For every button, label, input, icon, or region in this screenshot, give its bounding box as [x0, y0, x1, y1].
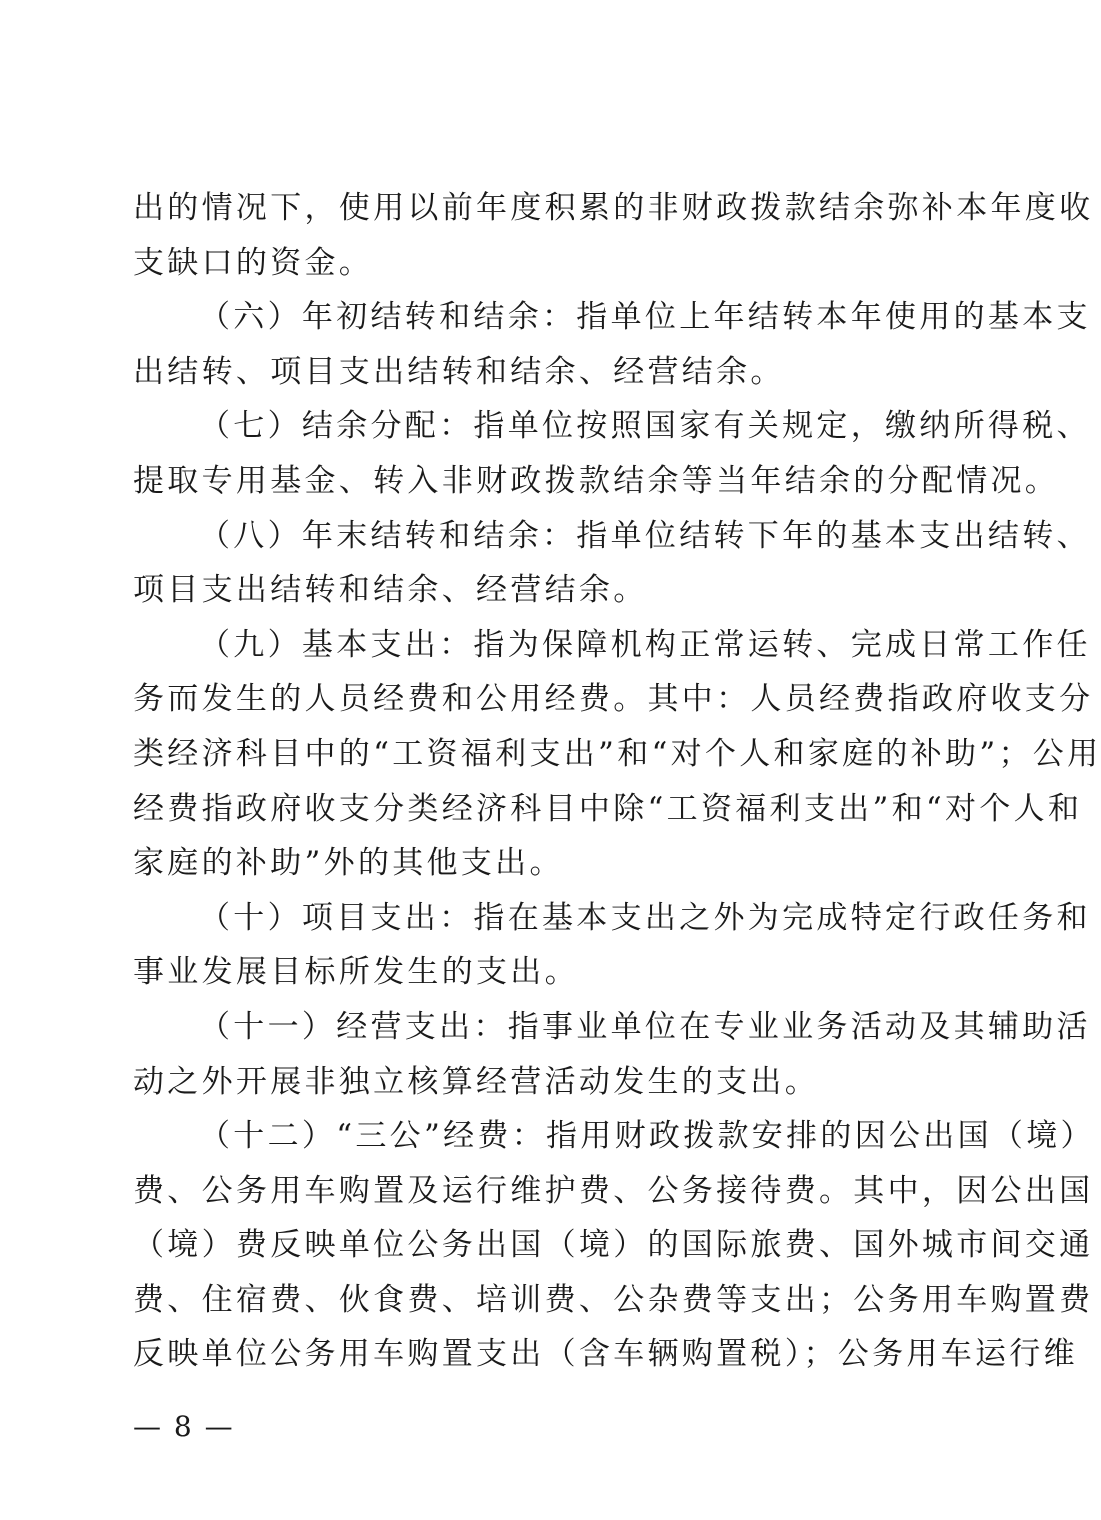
paragraph-line: 反映单位公务用车购置支出（含车辆购置税）；公务用车运行维	[133, 1336, 1078, 1373]
paragraph-line: 出结转、项目支出结转和结余、经营结余。	[133, 353, 785, 390]
paragraph-line: 家庭的补助”外的其他支出。	[133, 845, 564, 882]
paragraph-first-line: （九）基本支出：指为保障机构正常运转、完成日常工作任	[199, 626, 1091, 663]
paragraph-line: 经费指政府收支分类经济科目中除“工资福利支出”和“对个人和	[133, 790, 1083, 827]
paragraph-line: 费、公务用车购置及运行维护费、公务接待费。其中，因公出国	[133, 1172, 1094, 1209]
paragraph-first-line: （八）年末结转和结余：指单位结转下年的基本支出结转、	[199, 517, 1091, 554]
paragraph-line: 费、住宿费、伙食费、培训费、公杂费等支出；公务用车购置费	[133, 1281, 1094, 1318]
paragraph-line: 事业发展目标所发生的支出。	[133, 954, 579, 991]
paragraph-first-line: （十一）经营支出：指事业单位在专业业务活动及其辅助活	[199, 1008, 1091, 1045]
paragraph-line: 动之外开展非独立核算经营活动发生的支出。	[133, 1063, 819, 1100]
paragraph-line: （境）费反映单位公务出国（境）的国际旅费、国外城市间交通	[133, 1227, 1094, 1264]
body-text	[133, 181, 1101, 1382]
paragraph-line: 项目支出结转和结余、经营结余。	[133, 572, 648, 609]
paragraph-line: 务而发生的人员经费和公用经费。其中：人员经费指政府收支分	[133, 681, 1094, 718]
paragraph-first-line: （十）项目支出：指在基本支出之外为完成特定行政任务和	[199, 899, 1091, 936]
paragraph-line: 类经济科目中的“工资福利支出”和“对个人和家庭的补助”；公用	[133, 735, 1101, 772]
page-number: — 8 —	[133, 1410, 235, 1443]
paragraph-first-line: （六）年初结转和结余：指单位上年结转本年使用的基本支	[199, 299, 1091, 336]
paragraph-first-line: （七）结余分配：指单位按照国家有关规定，缴纳所得税、	[199, 408, 1091, 445]
paragraph-line: 提取专用基金、转入非财政拨款结余等当年结余的分配情况。	[133, 462, 1060, 499]
paragraph-first-line: （十二）“三公”经费：指用财政拨款安排的因公出国（境）	[199, 1118, 1095, 1155]
paragraph-line: 支缺口的资金。	[133, 244, 374, 281]
paragraph-line: 出的情况下，使用以前年度积累的非财政拨款结余弥补本年度收	[133, 190, 1094, 226]
